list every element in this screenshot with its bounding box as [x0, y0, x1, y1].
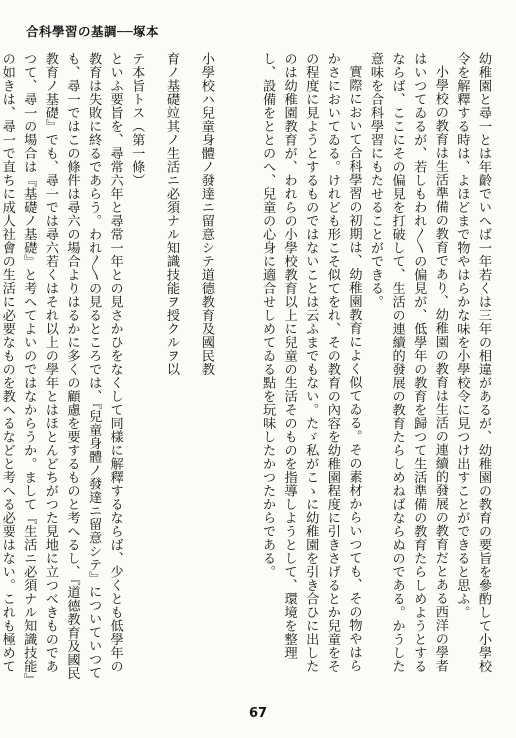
right-column	[260, 52, 494, 682]
page-number: 67	[248, 706, 268, 721]
quoted-article-line: 小學校ハ兒童身體ノ發達ニ留意シテ道德教育及國民教	[198, 52, 214, 376]
paragraph: 小學校の教育は生活準備の教育であり、幼稚園の教育は生活の連續的發展の教育だとある西洋の學者はいつてゐるが、若しもわれ〳〵の偏見が、低學年の教育を歸つて生活準備の教育たらしめようとするならば、ここにその偏見を打破して、生活の連續的發展の教育たらしめねばならぬのである。かうした意味を合科學習にもたせることができる。	[368, 52, 448, 673]
running-head: 合科學習の基調──塚本	[26, 24, 160, 39]
left-column	[0, 52, 230, 682]
paragraph: 幼稚園と尋一とは年齡でいへば一年若くは三年の相違があるが、幼稚園の教育の要旨を參酌して小學校令を解釋する時は、よほどまで物やはらかな味を小學校令に見つけ出すことができると思ふ。	[454, 52, 491, 673]
quoted-article-line: テ本旨トス（第一條）	[129, 52, 145, 187]
paragraph: といふ要旨を、尋常六年と尋常一年との見さかひをなくして同樣に解釋するならば、少くとも低學年の教育は失敗に終るであらう。われ〳〵の見るところでは、『兒童身體ノ發達ニ留意シテ』についていつても、尋一ではこの條件は尋六の場合よりはるかに多くの顧慮を要するものと考へるし、『道德教育及國民教育ノ基礎』でも、尋一では尋六若くはそれ以上の學年とはほとんどちがつた見地に立つべきものであつて、尋一の場合は『基礎ノ基礎』と考へてよいのではなからうか。まして『生活ニ必須ナル知識技能』の如きは、尋一で直ちに成人社會の生活に必要なものを教へるなどと考へる必要はない。これも極めて	[0, 52, 123, 680]
quoted-article-line: 育ノ基礎竝其ノ生活ニ必須ナル知識技能ヲ授クルヲ以	[164, 52, 180, 376]
paragraph: 實際において合科學習の初期は、幼稚園教育によく似てゐる。その素材からいつても、その物やはらかさにおいてゐる。けれども形こそ似てをれ、その教育の內容を幼稚園程度に引きさげるとか兒童をその程度に見ようとするものではないことは云ふまでもない。たゞ私がこゝに幼稚園を引き合ひに出したのは幼稚園教育が、われらの小學校教育以上に兒童の生活そのものを指導しようとして、環境を整理し、設備をととのへ、兒童の心身に適合せしめてゐる點を玩味したかつたからである。	[260, 52, 362, 673]
